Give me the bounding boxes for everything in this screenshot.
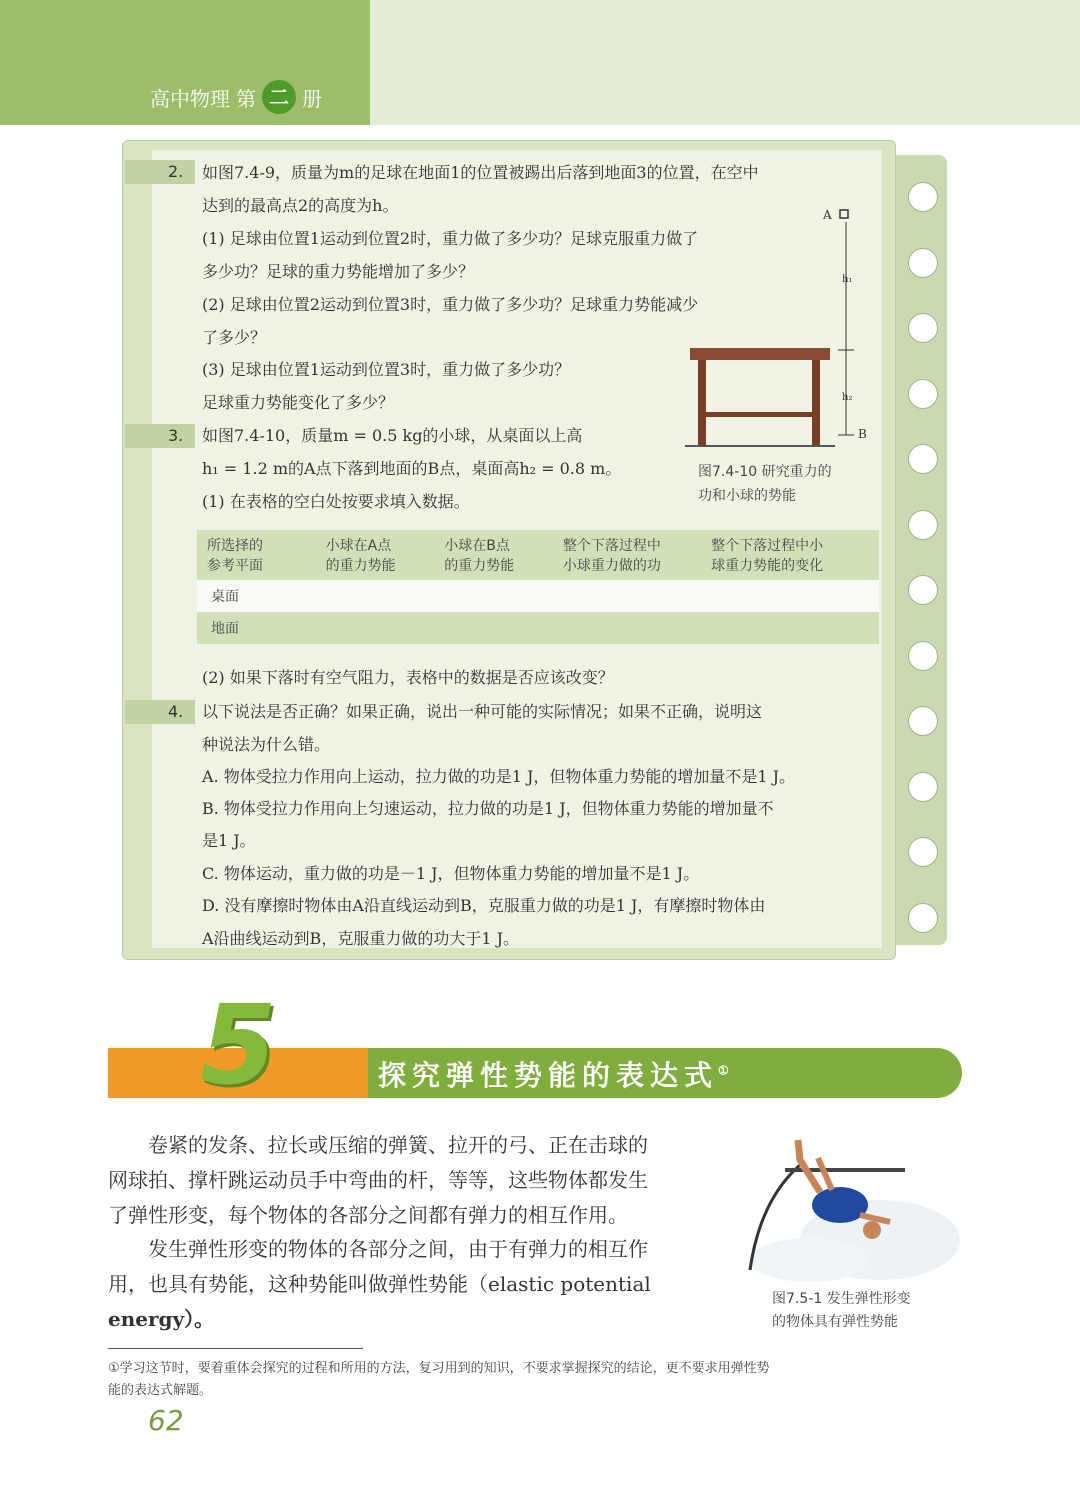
- table-header-cell: 小球在B点 的重力势能: [444, 538, 515, 574]
- data-table: [197, 530, 879, 644]
- q4-line: 以下说法是否正确？如果正确，说出一种可能的实际情况；如果不正确，说明这: [202, 702, 763, 721]
- q2-line: (1) 足球由位置1运动到位置2时，重力做了多少功？足球克服重力做了: [202, 229, 699, 248]
- tabletop: [690, 348, 830, 360]
- table-header-cell: 小球在A点 的重力势能: [325, 538, 396, 574]
- ball-a-icon: [840, 210, 848, 218]
- binder-hole-icon: [908, 248, 938, 278]
- table-header-row: [197, 530, 879, 580]
- q2-line: 达到的最高点2的高度为h。: [202, 196, 399, 215]
- q4-number-bar: [125, 700, 195, 724]
- q4-line: A沿曲线运动到B，克服重力做的功大于1 J。: [202, 929, 519, 948]
- q4-line: C. 物体运动，重力做的功是－1 J，但物体重力势能的增加量不是1 J。: [202, 864, 700, 883]
- q2-line: 了多少？: [202, 328, 267, 347]
- paragraph-1: 卷紧的发条、拉长或压缩的弹簧、拉开的弓、正在击球的 网球拍、撑杆跳运动员手中弯曲的杆，等等，这些物体都发生 了弹性形变，每个物体的各部分之间都有弹力的相互作用。: [108, 1133, 648, 1227]
- table-leg: [698, 360, 706, 445]
- figure-caption: 图7.4-10 研究重力的 功和小球的势能: [698, 464, 832, 504]
- table-row: 桌面: [197, 580, 879, 612]
- table-header-cell: 整个下落过程中 小球重力做的功: [562, 538, 661, 574]
- table-rail: [706, 412, 812, 417]
- table-header-cell: 所选择的 参考平面: [207, 538, 263, 574]
- binder-hole-icon: [908, 903, 938, 933]
- label-a: A: [823, 208, 832, 222]
- paragraph-2: 发生弹性形变的物体的各部分之间，由于有弹力的相互作 用，也具有势能，这种势能叫做弹性势能（elastic potential energy）。: [108, 1237, 651, 1331]
- binder-hole-icon: [908, 182, 938, 212]
- q2-number-bar: [125, 160, 195, 184]
- label-h1: h₁: [842, 274, 853, 285]
- q3-number: 3.: [168, 426, 184, 445]
- q4-line: 种说法为什么错。: [202, 735, 331, 754]
- section-number: 5: [200, 981, 277, 1109]
- binder-hole-icon: [908, 575, 938, 605]
- q4-line: A. 物体受拉力作用向上运动，拉力做的功是1 J，但物体重力势能的增加量不是1 J。: [202, 767, 796, 786]
- table-row: 地面: [197, 612, 879, 644]
- binder-hole-icon: [908, 444, 938, 474]
- binder-hole-icon: [908, 837, 938, 867]
- label-b: B: [858, 427, 867, 441]
- q2-line: 足球重力势能变化了多少？: [202, 393, 395, 412]
- q4-line: D. 没有摩擦时物体由A沿直线运动到B，克服重力做的功是1 J，有摩擦时物体由: [202, 896, 766, 915]
- q2-line: 多少功？足球的重力势能增加了多少？: [202, 262, 475, 281]
- q2-number: 2.: [168, 162, 184, 181]
- page-number: 62: [148, 1404, 184, 1437]
- binder-hole-icon: [908, 313, 938, 343]
- volume-badge: 二: [262, 80, 296, 114]
- q4-number: 4.: [168, 702, 184, 721]
- binder-hole-icon: [908, 706, 938, 736]
- binder-hole-icon: [908, 510, 938, 540]
- footnote-rule: [108, 1348, 363, 1349]
- q4-line: 是1 J。: [202, 831, 256, 850]
- header-band-light: [370, 0, 1080, 125]
- q3-line: h₁ = 1.2 m的A点下落到地面的B点，桌面高h₂ = 0.8 m。: [202, 459, 622, 478]
- q4-line: B. 物体受拉力作用向上匀速运动，拉力做的功是1 J，但物体重力势能的增加量不: [202, 799, 774, 818]
- athlete-head: [863, 1221, 881, 1239]
- table-header-cell: 整个下落过程中小 球重力势能的变化: [711, 538, 824, 574]
- binder-hole-icon: [908, 772, 938, 802]
- q3-sub2: (2) 如果下落时有空气阻力，表格中的数据是否应该改变？: [202, 668, 614, 687]
- q2-line: (2) 足球由位置2运动到位置3时，重力做了多少功？足球重力势能减少: [202, 295, 699, 314]
- q3-line: 如图7.4-10，质量m = 0.5 kg的小球，从桌面以上高: [202, 426, 583, 445]
- table-leg: [812, 360, 820, 445]
- label-h2: h₂: [842, 392, 853, 403]
- q2-line: (3) 足球由位置1运动到位置3时，重力做了多少功？: [202, 360, 571, 379]
- binder-hole-icon: [908, 379, 938, 409]
- q3-line: (1) 在表格的空白处按要求填入数据。: [202, 492, 470, 511]
- binder-hole-icon: [908, 641, 938, 671]
- q3-number-bar: [125, 424, 195, 448]
- table-diagram: [680, 200, 880, 450]
- photo-caption: 图7.5-1 发生弹性形变 的物体具有弹性势能: [772, 1291, 911, 1330]
- pole-vault-photo: [740, 1130, 960, 1285]
- footnote: ①学习这节时，要着重体会探究的过程和所用的方法，复习用到的知识，不要求掌握探究的结论，更不要求用弹性势 能的表达式解题。: [108, 1361, 770, 1398]
- q2-line: 如图7.4-9，质量为m的足球在地面1的位置被踢出后落到地面3的位置，在空中: [202, 163, 759, 182]
- section-title: 探究弹性势能的表达式①: [378, 1059, 729, 1092]
- book-title: 高中物理 第 二 册: [150, 80, 322, 114]
